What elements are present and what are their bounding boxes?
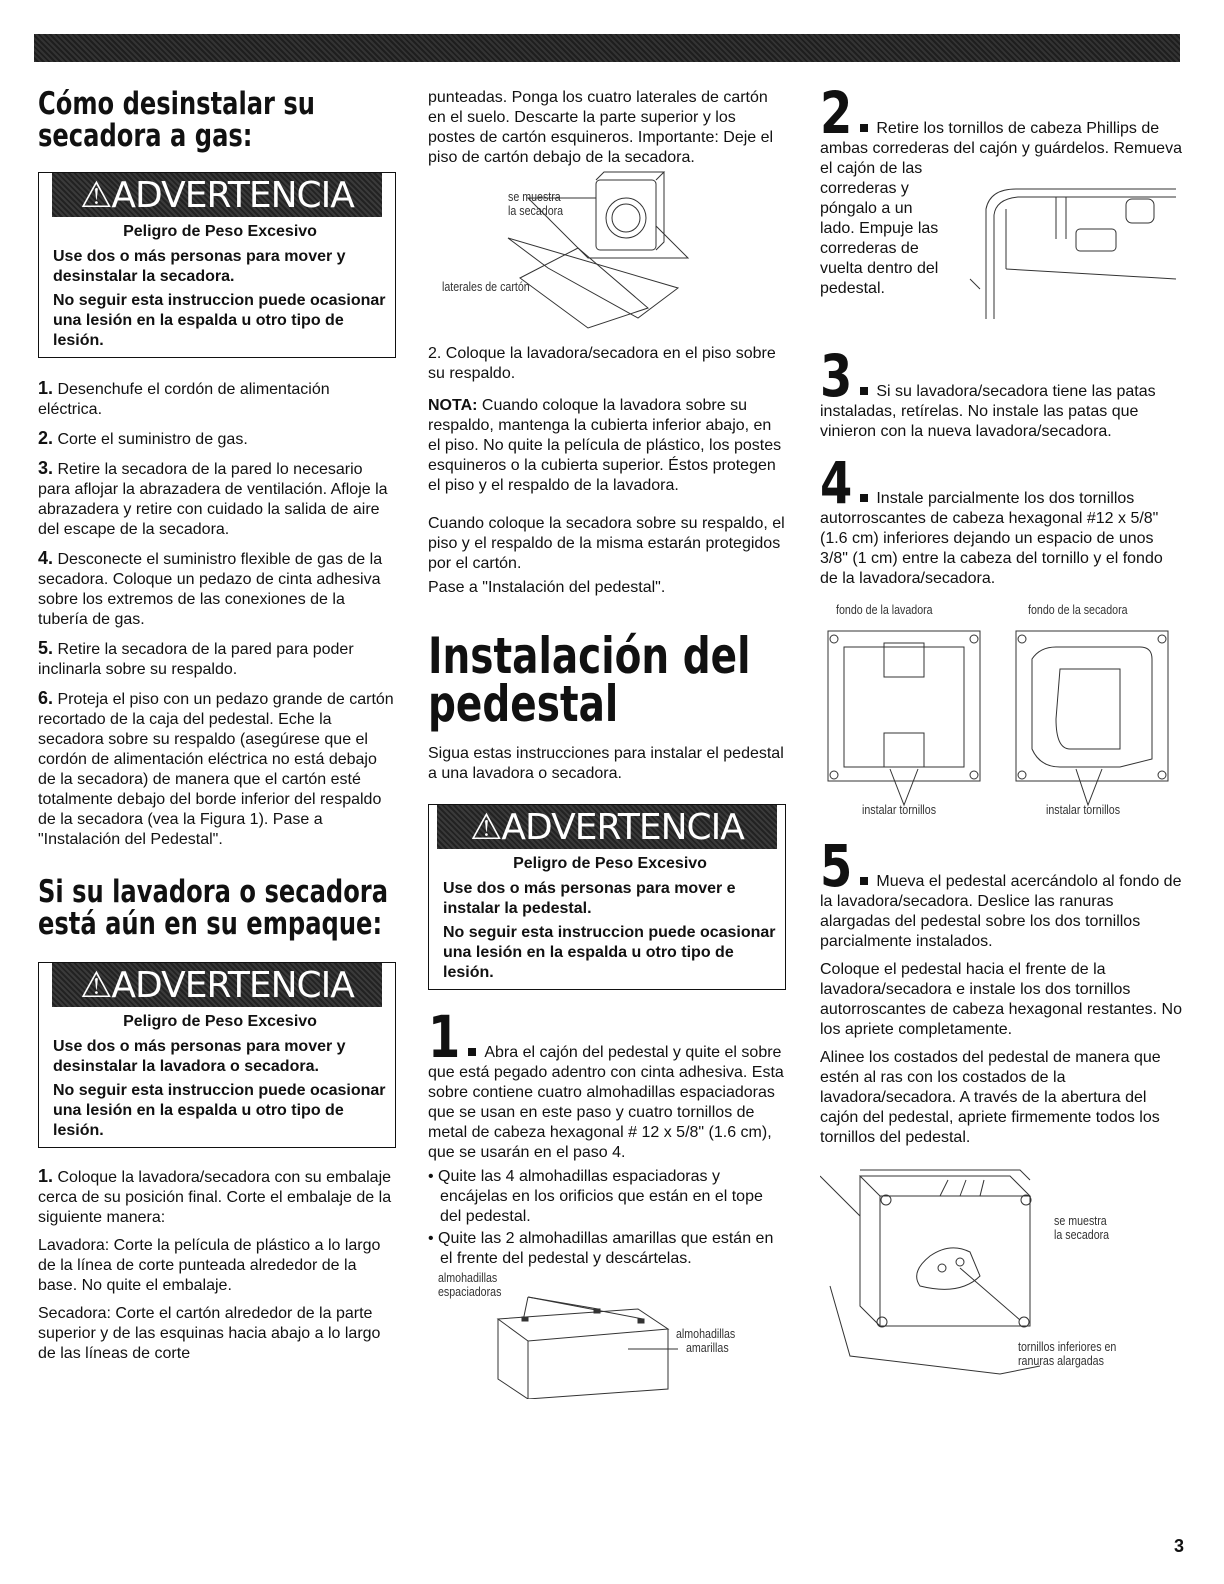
nota-label: NOTA: xyxy=(428,397,478,414)
step-text: Abra el cajón del pedestal y quite el sobre que está pegado adentro con cinta adhesiva. Esta sobre contiene cuatro almohadillas espaciadoras que se usan en este paso y cuatro tornillos de metal de cabeza hexagonal # 12 x 5/8" (1.6 cm), que se usarán en el paso 4. xyxy=(428,1044,784,1161)
section-title-uninstall xyxy=(38,88,317,152)
warning-header xyxy=(52,173,382,217)
warning-box xyxy=(38,962,396,1148)
paragraph-pase: Pase a "Instalación del pedestal". xyxy=(428,579,666,596)
paragraph-intro: Sigua estas instrucciones para instalar el pedestal a una lavadora o secadora. xyxy=(428,745,784,782)
square-bullet-icon xyxy=(860,124,868,132)
step-number-large: 2 xyxy=(820,79,853,147)
step-item xyxy=(38,458,396,540)
warning-subtitle: Peligro de Peso Excesivo xyxy=(513,855,707,872)
figure-label: espaciadoras xyxy=(438,1284,502,1299)
warning-line: No seguir esta instruccion puede ocasionar una lesión en la espalda u otro tipo de lesión. xyxy=(443,924,776,981)
figure-spacer-pads xyxy=(428,1269,786,1399)
step-text: Retire la secadora de la pared lo necesario para aflojar la abrazadera de ventilación. Afloje la abrazadera y retire con cuidado la salida de aire del escape de la secadora. xyxy=(38,461,388,538)
column-3 xyxy=(820,79,1183,1384)
step-number: 1. xyxy=(38,1166,54,1186)
figure-label: almohadillas xyxy=(676,1326,736,1341)
step-text: Mueva el pedestal acercándolo al fondo de la lavadora/secadora. Deslice las ranuras alargadas del pedestal sobre los dos tornillos parcialmente instalados. xyxy=(820,873,1182,950)
step-number-large: 1 xyxy=(428,1003,461,1071)
warning-box xyxy=(38,172,396,358)
warning-header-text: ⚠ADVERTENCIA xyxy=(470,807,744,848)
step-text: Coloque la lavadora/secadora con su embalaje cerca de su posición final. Corte el embalaje de la siguiente manera: xyxy=(38,1169,392,1226)
step-1-paragraph xyxy=(428,1003,786,1163)
step-text: Retire los tornillos de cabeza Phillips de ambas correderas del cajón y guárdelos. Remueva el cajón de las xyxy=(820,120,1182,177)
figure-label: almohadillas xyxy=(438,1270,498,1285)
figure-label: instalar tornillos xyxy=(1046,802,1121,817)
paragraph-step-5-align: Alinee los costados del pedestal de manera que estén al ras con los costados de la lavadora/secadora. A través de la abertura del cajón del pedestal, apriete firmemente todos los tornillos del pedestal. xyxy=(820,1049,1161,1146)
title-line: secadora a gas: xyxy=(38,118,253,154)
paragraph-step-5-detail: Coloque el pedestal hacia el frente de la lavadora/secadora e instale los dos tornillos autorroscantes de cabeza hexagonal restantes. No los apriete completamente. xyxy=(820,961,1183,1038)
title-line: Si su lavadora o secadora xyxy=(38,874,389,910)
warning-subtitle: Peligro de Peso Excesivo xyxy=(123,1013,317,1030)
section-title-packaged xyxy=(38,874,389,942)
step-2-with-figure xyxy=(820,179,1182,339)
figure-label: se muestra xyxy=(1054,1213,1107,1228)
step-item xyxy=(38,638,396,680)
paragraph-washer: Lavadora: Corte la película de plástico a lo largo de la línea de corte punteada alrededor de la base. No quite el embalaje. xyxy=(38,1237,381,1294)
paragraph-continued: punteadas. Ponga los cuatro laterales de cartón en el suelo. Descarte la parte superior y los postes de cartón esquineros. Importante: Deje el piso de cartón debajo de la secadora. xyxy=(428,89,774,166)
figure-4-drawing xyxy=(820,599,1182,819)
step-text: Retire la secadora de la pared para poder inclinarla sobre su respaldo. xyxy=(38,641,354,678)
square-bullet-icon xyxy=(468,1048,476,1056)
title-line: está aún en su empaque: xyxy=(38,906,383,942)
bullet-item: • Quite las 2 almohadillas amarillas que están en el frente del pedestal y descártelas. xyxy=(428,1230,774,1267)
column-2 xyxy=(428,88,786,1399)
warning-line: Use dos o más personas para mover y desinstalar la lavadora o secadora. xyxy=(53,1038,346,1075)
step-number-large: 4 xyxy=(820,449,853,517)
figure-drawer-slides xyxy=(966,179,1182,329)
figure-label: se muestra xyxy=(508,189,561,204)
warning-line: Use dos o más personas para mover y desinstalar la secadora. xyxy=(53,248,346,285)
paragraph-dryer-protected: Cuando coloque la secadora sobre su respaldo, el piso y el respaldo de la misma estarán protegidos por el cartón. xyxy=(428,515,785,572)
square-bullet-icon xyxy=(860,877,868,885)
step-number-large: 3 xyxy=(820,342,853,410)
step-2-paragraph xyxy=(820,79,1182,179)
title-line: pedestal xyxy=(428,675,619,733)
title-line: Instalación del xyxy=(428,627,751,685)
step-number-large: 5 xyxy=(820,832,853,900)
warning-line: No seguir esta instruccion puede ocasionar una lesión en la espalda u otro tipo de lesión. xyxy=(53,292,386,349)
nota-text: Cuando coloque la lavadora sobre su respaldo, mantenga la cubierta inferior abajo, en el piso. No quite la película de plástico, los postes esquineros o la cubierta superior. Éstos protegen el piso y el respaldo de la lavadora. xyxy=(428,397,782,494)
step-number: 1. xyxy=(38,378,54,398)
step-number: 4. xyxy=(38,548,54,568)
step-item xyxy=(38,548,396,630)
steps-list xyxy=(38,378,396,850)
warning-subtitle: Peligro de Peso Excesivo xyxy=(123,223,317,240)
step-text: correderas y póngalo a un lado. Empuje las correderas de vuelta dentro del pedestal. xyxy=(820,180,939,297)
step-5-paragraph xyxy=(820,832,1182,952)
warning-header xyxy=(52,963,382,1007)
figure-label: fondo de la lavadora xyxy=(836,602,933,617)
figure-label: laterales de cartón xyxy=(442,279,530,294)
step-text: Proteja el piso con un pedazo grande de cartón recortado de la caja del pedestal. Eche la secadora sobre su respaldo (asegúrese que el cordón de alimentación eléctrica no está debajo de la secadora) de manera que el cartón esté totalmente debajo del borde inferior del respaldo de la secadora (vea la Figura 1). Pase a "Instalación del Pedestal". xyxy=(38,691,394,848)
section-title-pedestal xyxy=(428,627,751,733)
paragraph-nota xyxy=(428,396,786,496)
paragraph-step-2: 2. Coloque la lavadora/secadora en el piso sobre su respaldo. xyxy=(428,345,776,382)
step-text: Instale parcialmente los dos tornillos autorroscantes de cabeza hexagonal #12 x 5/8" (1.6 cm) inferiores dejando un espacio de unos 3/8" (1 cm) entre la cabeza del tornillo y el fondo de la lavadora/secadora. xyxy=(820,490,1163,587)
figure-dryer-on-cardboard xyxy=(428,168,786,330)
figure-washer-dryer-bottoms xyxy=(820,599,1182,819)
figure-label: tornillos inferiores en xyxy=(1018,1339,1117,1354)
paragraph-dryer: Secadora: Corte el cartón alrededor de la parte superior y de las esquinas hacia abajo a lo largo de las líneas de corte xyxy=(38,1305,381,1362)
warning-header-text: ⚠ADVERTENCIA xyxy=(80,175,354,216)
header-bar xyxy=(34,34,1180,62)
step-item xyxy=(38,428,396,450)
warning-line: Use dos o más personas para mover e instalar la pedestal. xyxy=(443,880,736,917)
step-text: Si su lavadora/secadora tiene las patas instaladas, retírelas. No instale las patas que vinieron con la nueva lavadora/secadora. xyxy=(820,383,1156,440)
step-text: Corte el suministro de gas. xyxy=(57,431,248,448)
figure-label: ranuras alargadas xyxy=(1018,1353,1104,1368)
square-bullet-icon xyxy=(860,387,868,395)
page-number: 3 xyxy=(1173,1536,1184,1556)
step-text: Desenchufe el cordón de alimentación eléctrica. xyxy=(38,381,330,418)
bullet-item: • Quite las 4 almohadillas espaciadoras y encájelas en los orificios que están en el tope del pedestal. xyxy=(428,1168,763,1225)
figure-5-drawing xyxy=(820,1156,1182,1384)
warning-header xyxy=(437,805,777,849)
figure-label: la secadora xyxy=(1054,1227,1110,1242)
step-number: 5. xyxy=(38,638,54,658)
step-number: 2. xyxy=(38,428,54,448)
figure-label: fondo de la secadora xyxy=(1028,602,1128,617)
step-item xyxy=(38,1166,396,1228)
title-line: Cómo desinstalar su xyxy=(38,86,316,122)
warning-header-text: ⚠ADVERTENCIA xyxy=(80,965,354,1006)
step-number: 6. xyxy=(38,688,54,708)
figure-pedestal-attached xyxy=(820,1156,1182,1384)
figure-label: instalar tornillos xyxy=(862,802,937,817)
step-number: 3. xyxy=(38,458,54,478)
warning-line: No seguir esta instruccion puede ocasionar una lesión en la espalda u otro tipo de lesión. xyxy=(53,1082,386,1139)
step-4-paragraph xyxy=(820,449,1182,589)
step-item xyxy=(38,378,396,420)
figure-label: amarillas xyxy=(686,1340,729,1355)
step-text: Desconecte el suministro flexible de gas de la secadora. Coloque un pedazo de cinta adhesiva sobre los extremos de las conexiones de la tubería de gas. xyxy=(38,551,383,628)
step-item xyxy=(38,688,396,850)
step-3-paragraph xyxy=(820,342,1182,442)
warning-box xyxy=(428,804,786,990)
figure-label: la secadora xyxy=(508,203,564,218)
square-bullet-icon xyxy=(860,494,868,502)
column-1 xyxy=(38,88,396,1364)
figure-1-drawing xyxy=(428,168,786,330)
